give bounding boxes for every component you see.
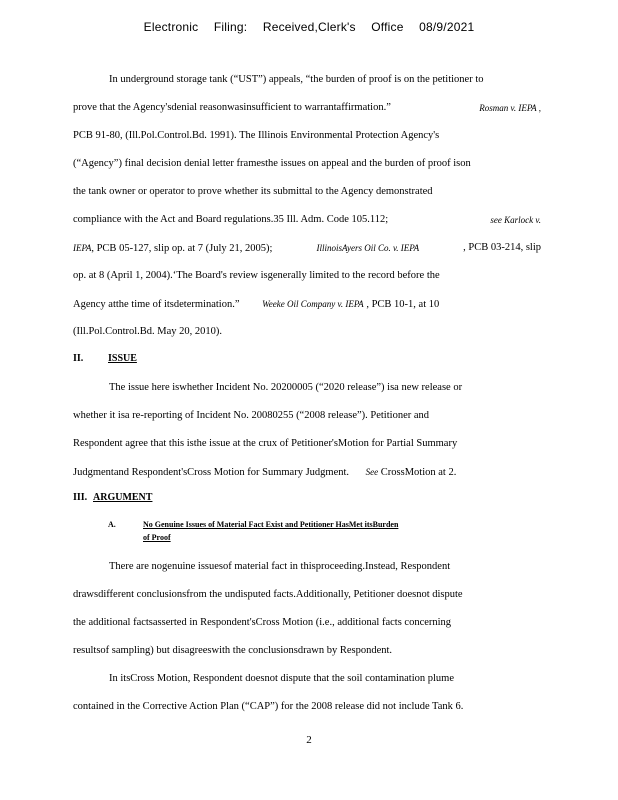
text-line: drawsdifferent conclusionsfrom the undisputed facts.Additionally, Petitioner doesnot dispute bbox=[73, 589, 463, 600]
section-number: III. bbox=[73, 492, 88, 503]
filing-stamp-header bbox=[0, 20, 618, 34]
text-line: The issue here iswhether Incident No. 20200005 (“2020 release”) isa new release or bbox=[109, 382, 463, 393]
text-line: IEPA, PCB 05-127, slip op. at 7 (July 21, 2005); IllinoisAyers Oil Co. v. IEPA , PCB 03-214, slip bbox=[73, 242, 541, 254]
text-line: whether it isa re-reporting of Incident No. 20080255 (“2008 release”). Petitioner and bbox=[73, 410, 430, 421]
text-line: contained in the Corrective Action Plan (“CAP”) for the 2008 release did not include Tank 6. bbox=[73, 701, 464, 712]
citation: Rosman v. IEPA , bbox=[479, 103, 541, 113]
header-part: Office bbox=[371, 20, 404, 34]
header-part: Electronic bbox=[143, 20, 199, 34]
section-title: ISSUE bbox=[108, 353, 137, 364]
header-part: Filing: bbox=[213, 20, 248, 34]
citation: See bbox=[365, 467, 379, 477]
text-line: PCB 91-80, (Ill.Pol.Control.Bd. 1991). The Illinois Environmental Protection Agency's bbox=[73, 130, 440, 141]
text-line: Agency atthe time of itsdetermination.” Weeke Oil Company v. IEPA , PCB 10-1, at 10 bbox=[73, 299, 440, 310]
text-line: op. at 8 (April 1, 2004).‘The Board's review isgenerally limited to the record before the bbox=[73, 270, 440, 281]
text-line: the additional factsasserted in Respondent'sCross Motion (i.e., additional facts concerning bbox=[73, 617, 452, 628]
text-line: Judgmentand Respondent'sCross Motion for Summary Judgment. See CrossMotion at 2. bbox=[73, 467, 457, 478]
text-line: In underground storage tank (“UST”) appeals, “the burden of proof is on the petitioner to bbox=[109, 74, 484, 85]
header-part: Received,Clerk's bbox=[262, 20, 356, 34]
text-line: resultsof sampling) but disagreeswith the conclusionsdrawn by Respondent. bbox=[73, 645, 393, 656]
section-number: II. bbox=[73, 353, 84, 364]
section-title: ARGUMENT bbox=[93, 492, 153, 503]
text-line: Respondent agree that this isthe issue at the crux of Petitioner'sMotion for Partial Summary bbox=[73, 438, 458, 449]
subsection-letter: A. bbox=[108, 520, 116, 529]
citation: IllinoisAyers Oil Co. v. IEPA bbox=[316, 243, 420, 253]
citation: IEPA bbox=[73, 243, 92, 253]
header-part: 08/9/2021 bbox=[419, 20, 475, 34]
subsection-title-cont: of Proof bbox=[143, 533, 171, 542]
subsection-title: No Genuine Issues of Material Fact Exist and Petitioner HasMet itsBurden bbox=[143, 520, 399, 529]
text-line: prove that the Agency'sdenial reasonwasinsufficient to warrantaffirmation.” Rosman v. IEPA , bbox=[73, 102, 541, 113]
text-line: There are nogenuine issuesof material fact in thisproceeding.Instead, Respondent bbox=[109, 561, 451, 572]
citation: Weeke Oil Company v. IEPA bbox=[262, 299, 364, 309]
text-line: the tank owner or operator to prove whether its submittal to the Agency demonstrated bbox=[73, 186, 433, 197]
text-line: In itsCross Motion, Respondent doesnot dispute that the soil contamination plume bbox=[109, 673, 455, 684]
text-line: (Ill.Pol.Control.Bd. May 20, 2010). bbox=[73, 326, 223, 337]
text-line: (“Agency”) final decision denial letter framesthe issues on appeal and the burden of proof ison bbox=[73, 158, 471, 169]
text-line: compliance with the Act and Board regulations.35 Ill. Adm. Code 105.112; see Karlock v. bbox=[73, 214, 541, 225]
page-number: 2 bbox=[306, 734, 312, 746]
citation: see Karlock v. bbox=[490, 215, 541, 225]
